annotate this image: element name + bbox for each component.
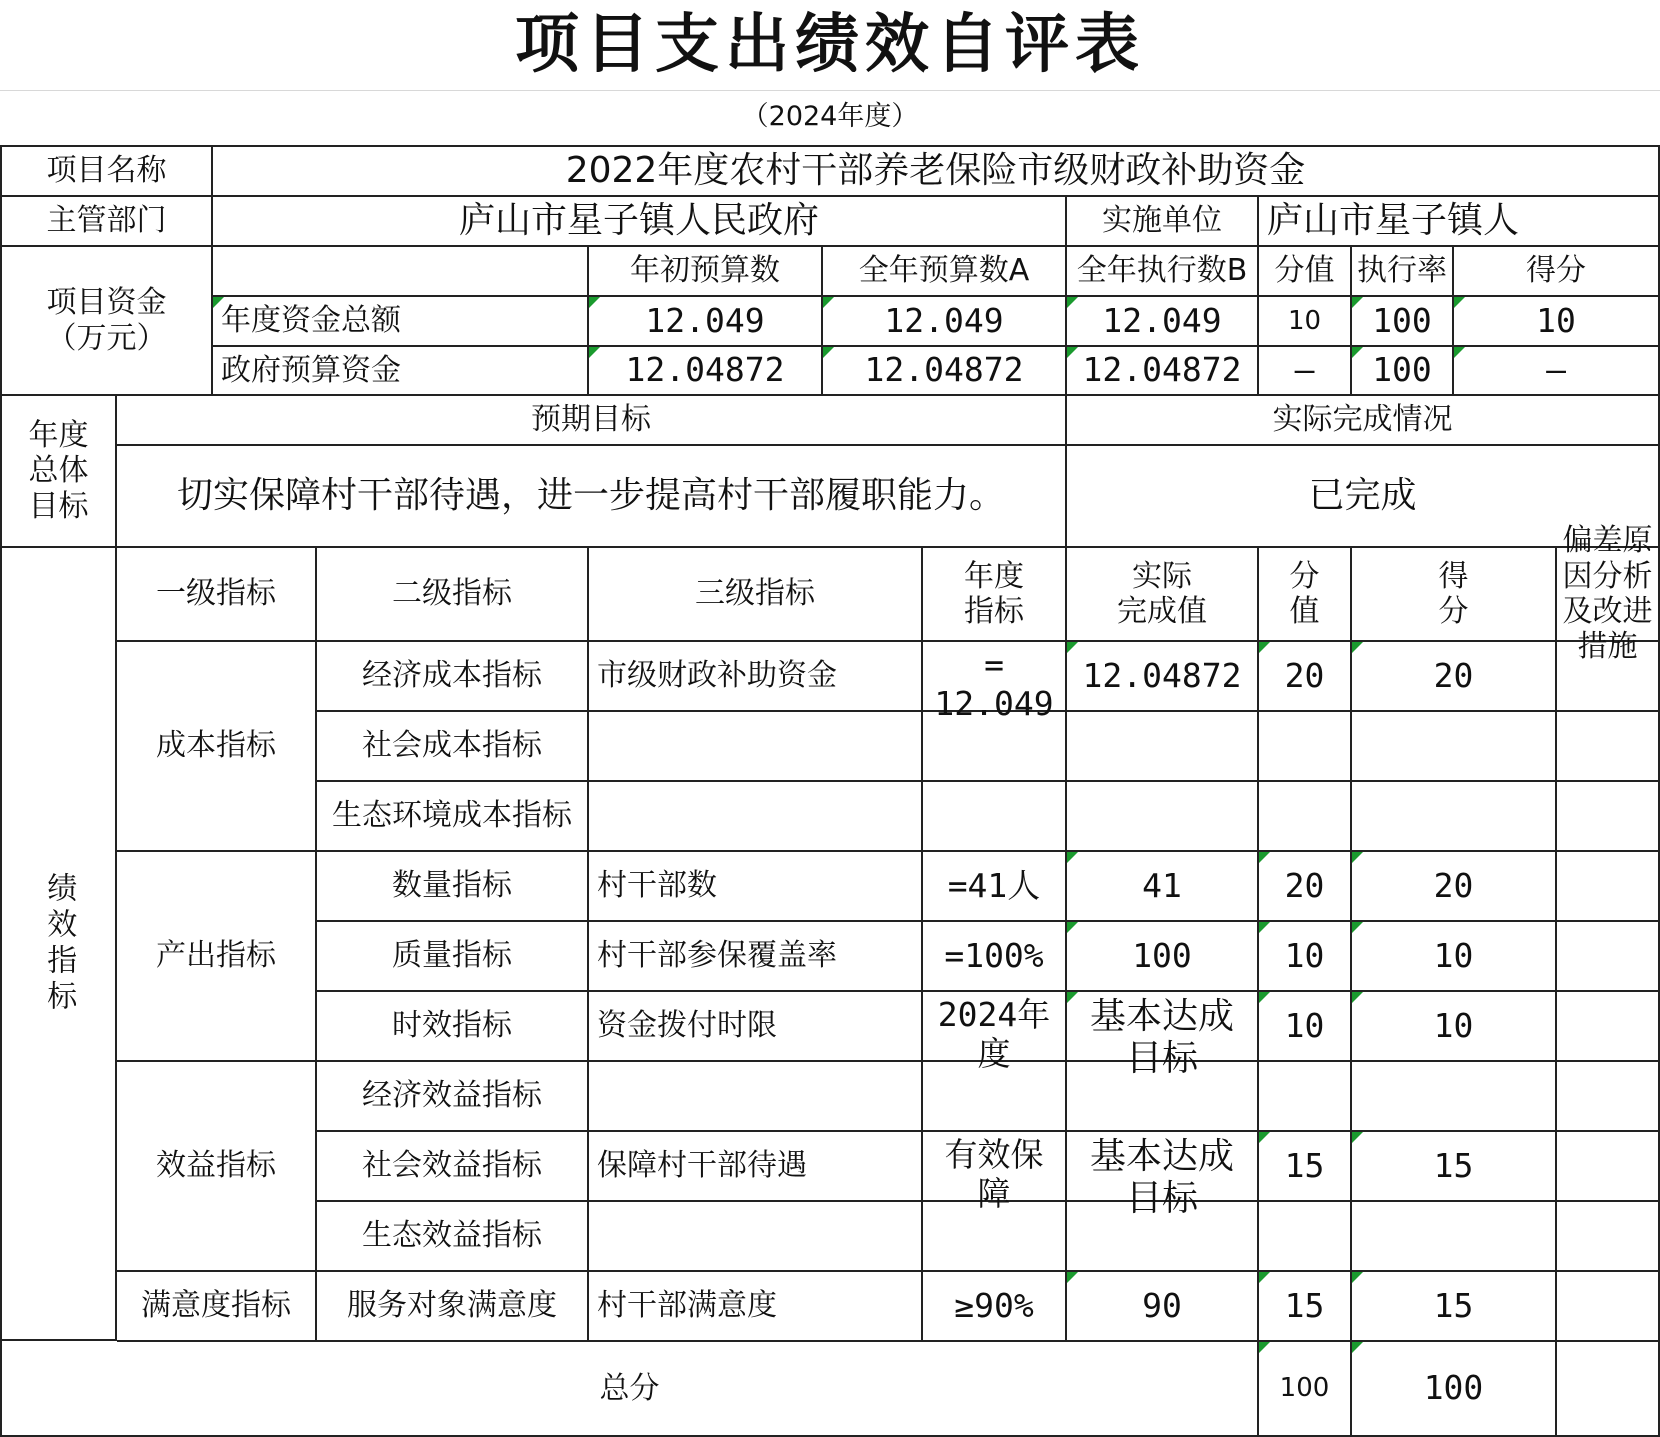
cell-note-marker [1067,922,1078,933]
cell-note-marker [1259,992,1270,1003]
indicator-header-6 [1352,548,1557,642]
funds-header-0 [589,247,823,297]
indicator-actual [1067,992,1259,1080]
indicator-target [923,1202,1067,1272]
funds-annual [823,297,1067,347]
indicator-group-0-text: 成本指标 [156,728,276,764]
funds-annual-text: 12.04872 [864,350,1024,390]
funds-annual-text: 12.049 [884,300,1004,340]
unit-value-text: 庐山市星子镇人 [1267,199,1520,241]
indicator-score-value [1259,922,1352,992]
indicator-target [923,852,1067,922]
indicator-actual [1067,1132,1259,1220]
funds-header-2 [1067,247,1259,297]
indicator-actual [1067,642,1259,712]
project-name-label-text: 项目名称 [46,153,167,189]
indicator-target-text: ≥90% [954,1285,1034,1325]
project-name-label [2,147,213,197]
cell-note-marker [1352,852,1363,863]
expected-goal-text-text: 切实保障村干部待遇，进一步提高村干部履职能力。 [176,474,1005,516]
cell-note-marker [1352,1342,1363,1353]
indicator-score-value [1259,1062,1352,1132]
indicator-target [923,1062,1067,1132]
funds-header-1-text: 全年预算数A [858,253,1030,289]
total-score-value-text: 100 [1279,1373,1330,1404]
cell-note-marker [1352,992,1363,1003]
indicator-level3-text: 村干部数 [597,868,717,904]
cell-note-marker [1259,922,1270,933]
indicator-score-value [1259,642,1352,712]
funds-row-name [213,297,589,347]
indicator-actual [1067,922,1259,992]
funds-initial-text: 12.049 [645,300,765,340]
indicator-actual-text: 90 [1142,1285,1182,1325]
indicator-score-value-text: 10 [1284,935,1325,975]
indicator-score [1352,1062,1557,1132]
total-score [1352,1342,1557,1437]
cell-note-marker [1454,297,1465,308]
indicator-level2-text: 质量指标 [392,938,512,974]
cell-note-marker [1454,347,1465,358]
indicator-score-value [1259,852,1352,922]
funds-header-0-text: 年初预算数 [630,253,780,289]
funds-initial-text: 12.04872 [625,350,785,390]
indicator-reason [1557,922,1660,992]
goals-label [2,396,117,548]
funds-score-text: 10 [1536,300,1576,340]
indicator-level3 [589,642,923,712]
funds-rate-text: 100 [1372,300,1432,340]
indicator-score-value-text: 20 [1284,865,1325,905]
indicator-score-value [1259,1202,1352,1272]
indicator-level3 [589,782,923,852]
indicator-header-3-text: 年度 指标 [964,558,1024,629]
funds-label [2,247,213,396]
indicator-header-5 [1259,548,1352,642]
indicator-group-3-text: 满意度指标 [141,1288,291,1324]
indicator-score-text: 15 [1433,1145,1474,1185]
funds-rate [1352,347,1454,396]
funds-score_value-text: 10 [1287,305,1322,336]
indicator-score [1352,712,1557,782]
funds-rate [1352,297,1454,347]
expected-goal-header-text: 预期目标 [531,402,651,438]
indicator-actual [1067,1062,1259,1132]
indicator-level2-text: 经济成本指标 [362,658,542,694]
indicator-level2-text: 生态环境成本指标 [332,798,572,834]
funds-header-4 [1352,247,1454,297]
indicator-level3 [589,1272,923,1342]
cell-note-marker [1352,297,1363,308]
dept-value [213,197,1067,247]
indicator-group-0 [117,642,317,852]
funds-executed [1067,297,1259,347]
indicator-group-2 [117,1062,317,1272]
unit-label-text: 实施单位 [1102,203,1222,239]
cell-note-marker [1259,1132,1270,1143]
indicator-level3-text: 保障村干部待遇 [597,1148,807,1184]
funds-header-5-text: 得分 [1526,253,1586,289]
funds-score_value-text: — [1294,350,1315,390]
cell-note-marker [1067,992,1078,1003]
funds-header-4-text: 执行率 [1357,253,1447,289]
indicator-score-value [1259,782,1352,852]
indicator-header-4 [1067,548,1259,642]
indicator-score [1352,642,1557,712]
expected-goal-text [117,446,1067,548]
page-title: 项目支出绩效自评表 [515,7,1145,82]
cell-note-marker [1259,1342,1270,1353]
indicator-header-2-text: 三级指标 [695,576,815,612]
indicator-score [1352,782,1557,852]
indicator-target-text: =41人 [947,865,1041,905]
indicator-score-text: 20 [1433,655,1474,695]
cell-note-marker [1067,347,1078,358]
indicator-score [1352,852,1557,922]
indicator-level3-text: 市级财政补助资金 [597,658,837,694]
total-score-value [1259,1342,1352,1437]
indicator-score-value-text: 15 [1284,1145,1325,1185]
indicator-header-6-text: 得 分 [1438,558,1469,629]
cell-note-marker [1067,852,1078,863]
cell-note-marker [823,347,834,358]
funds-initial [589,347,823,396]
year-subtitle: （2024年度） [741,101,919,132]
indicator-target-text: 2024年 度 [937,995,1051,1073]
funds-header-1 [823,247,1067,297]
indicator-actual-text: 基本达成 目标 [1089,996,1234,1080]
indicator-score [1352,1202,1557,1272]
total-label-text: 总分 [599,1370,660,1406]
actual-goal-text-text: 已完成 [1308,474,1417,516]
indicator-level2 [317,1132,589,1202]
cell-note-marker [213,297,224,308]
indicator-header-4-text: 实际 完成值 [1117,558,1207,629]
indicator-score [1352,922,1557,992]
indicator-actual [1067,712,1259,782]
cell-note-marker [589,297,600,308]
row-divider [0,90,1660,91]
actual-goal-header-text: 实际完成情况 [1272,402,1453,438]
indicator-header-1 [317,548,589,642]
indicator-level3-text: 村干部满意度 [597,1288,777,1324]
indicator-score-value [1259,712,1352,782]
funds-header-3-text: 分值 [1274,253,1335,289]
indicator-level3 [589,1062,923,1132]
indicator-actual-text: 12.04872 [1082,655,1242,695]
total-score-text: 100 [1423,1368,1484,1408]
indicator-level2 [317,712,589,782]
funds-score_value [1259,347,1352,396]
funds-row-name-text: 年度资金总额 [221,303,401,339]
indicator-header-1-text: 二级指标 [392,576,512,612]
indicator-score-value-text: 15 [1284,1285,1325,1325]
indicator-score-value-text: 20 [1284,655,1325,695]
indicator-target [923,922,1067,992]
indicator-level2 [317,642,589,712]
funds-row-name [213,347,589,396]
indicator-score-text: 10 [1433,935,1474,975]
indicator-header-0-text: 一级指标 [156,576,276,612]
expected-goal-header [117,396,1067,446]
indicator-actual [1067,1202,1259,1272]
indicator-score-value [1259,992,1352,1062]
indicator-score-text: 10 [1433,1005,1474,1045]
cell-note-marker [823,297,834,308]
indicator-actual-text: 基本达成 目标 [1089,1136,1234,1220]
indicator-actual-text: 100 [1132,935,1192,975]
indicator-level3 [589,852,923,922]
indicator-level2-text: 经济效益指标 [362,1078,542,1114]
funds-score-text: — [1546,350,1566,390]
indicator-score [1352,1132,1557,1202]
indicator-target [923,712,1067,782]
indicator-level3 [589,922,923,992]
indicator-level3 [589,712,923,782]
cell-note-marker [1259,852,1270,863]
dept-label-text: 主管部门 [46,203,167,239]
indicator-level2 [317,1272,589,1342]
indicator-level2-text: 社会效益指标 [362,1148,542,1184]
indicator-target-text: =100% [944,935,1044,975]
indicator-group-1-text: 产出指标 [156,938,276,974]
project-name-value-text: 2022年度农村干部养老保险市级财政补助资金 [565,149,1306,191]
indicator-level2-text: 时效指标 [392,1008,512,1044]
indicator-level2-text: 数量指标 [392,868,512,904]
indicators-side-label [2,548,117,1341]
funds-score [1454,347,1660,396]
indicator-target-text: 有效保 障 [944,1135,1044,1213]
indicator-reason [1557,782,1660,852]
indicator-level2 [317,922,589,992]
indicators-side-label-text: 绩效指标 [41,871,77,1016]
indicator-target [923,1132,1067,1213]
indicator-level2 [317,782,589,852]
indicator-reason [1557,642,1660,712]
funds-blank-header [213,247,589,297]
unit-value [1259,197,1660,247]
indicator-actual [1067,1272,1259,1342]
cell-note-marker [1259,642,1270,653]
funds-executed [1067,347,1259,396]
indicator-group-1 [117,852,317,1062]
indicator-reason [1557,852,1660,922]
funds-executed-text: 12.04872 [1082,350,1242,390]
cell-note-marker [1352,642,1363,653]
indicator-target [923,642,1067,723]
cell-note-marker [1259,1272,1270,1283]
cell-note-marker [1352,347,1363,358]
indicator-target [923,992,1067,1073]
indicator-level3 [589,1202,923,1272]
indicator-level3 [589,1132,923,1202]
indicator-reason [1557,992,1660,1062]
indicator-level2-text: 服务对象满意度 [347,1288,557,1324]
indicator-target [923,782,1067,852]
indicator-reason [1557,712,1660,782]
indicator-level3-text: 村干部参保覆盖率 [597,938,837,974]
indicator-group-2-text: 效益指标 [156,1148,276,1184]
funds-executed-text: 12.049 [1102,300,1222,340]
indicator-level2 [317,992,589,1062]
cell-note-marker [1352,922,1363,933]
indicator-level2 [317,1062,589,1132]
funds-rate-text: 100 [1372,350,1432,390]
indicator-score-text: 15 [1433,1285,1474,1325]
indicator-score-value [1259,1272,1352,1342]
funds-score [1454,297,1660,347]
indicator-score-value-text: 10 [1284,1005,1325,1045]
indicator-header-5-text: 分 值 [1289,558,1320,629]
indicator-reason [1557,1132,1660,1202]
funds-initial [589,297,823,347]
cell-note-marker [1067,642,1078,653]
project-name-value [213,147,1660,197]
total-label [2,1342,1259,1437]
indicator-actual-text: 41 [1142,865,1182,905]
unit-label [1067,197,1259,247]
indicator-score [1352,992,1557,1062]
cell-note-marker [1067,1272,1078,1283]
indicator-header-7-text: 偏差原因分析 及改进措施 [1562,523,1653,665]
funds-label-text: 项目资金 （万元） [46,285,167,356]
indicator-score [1352,1272,1557,1342]
cell-note-marker [589,347,600,358]
indicator-target-text: = 12.049 [934,645,1054,723]
indicator-header-3 [923,548,1067,642]
cell-note-marker [1067,297,1078,308]
indicator-score-value [1259,1132,1352,1202]
indicator-level2 [317,1202,589,1272]
indicator-reason [1557,1202,1660,1272]
indicator-header-7 [1557,523,1660,665]
indicator-level2-text: 社会成本指标 [362,728,542,764]
goals-label-text: 年度 总体 目标 [28,417,89,524]
indicator-group-3 [117,1272,317,1342]
indicator-header-2 [589,548,923,642]
indicator-level2 [317,852,589,922]
indicator-score-text: 20 [1433,865,1474,905]
actual-goal-header [1067,396,1660,446]
indicator-target [923,1272,1067,1342]
dept-value-text: 庐山市星子镇人民政府 [458,199,819,241]
cell-note-marker [1352,1132,1363,1143]
indicator-reason [1557,1272,1660,1342]
funds-annual [823,347,1067,396]
dept-label [2,197,213,247]
indicator-level3 [589,992,923,1062]
indicator-level3-text: 资金拨付时限 [597,1008,777,1044]
total-reason [1557,1342,1660,1437]
indicator-level2-text: 生态效益指标 [362,1218,542,1254]
funds-score_value [1259,297,1352,347]
funds-header-5 [1454,247,1660,297]
funds-header-2-text: 全年执行数B [1076,253,1248,289]
indicator-actual [1067,852,1259,922]
cell-note-marker [1352,1272,1363,1283]
indicator-actual [1067,782,1259,852]
funds-row-name-text: 政府预算资金 [221,352,401,388]
funds-header-3 [1259,247,1352,297]
indicator-header-0 [117,548,317,642]
indicator-reason [1557,1062,1660,1132]
